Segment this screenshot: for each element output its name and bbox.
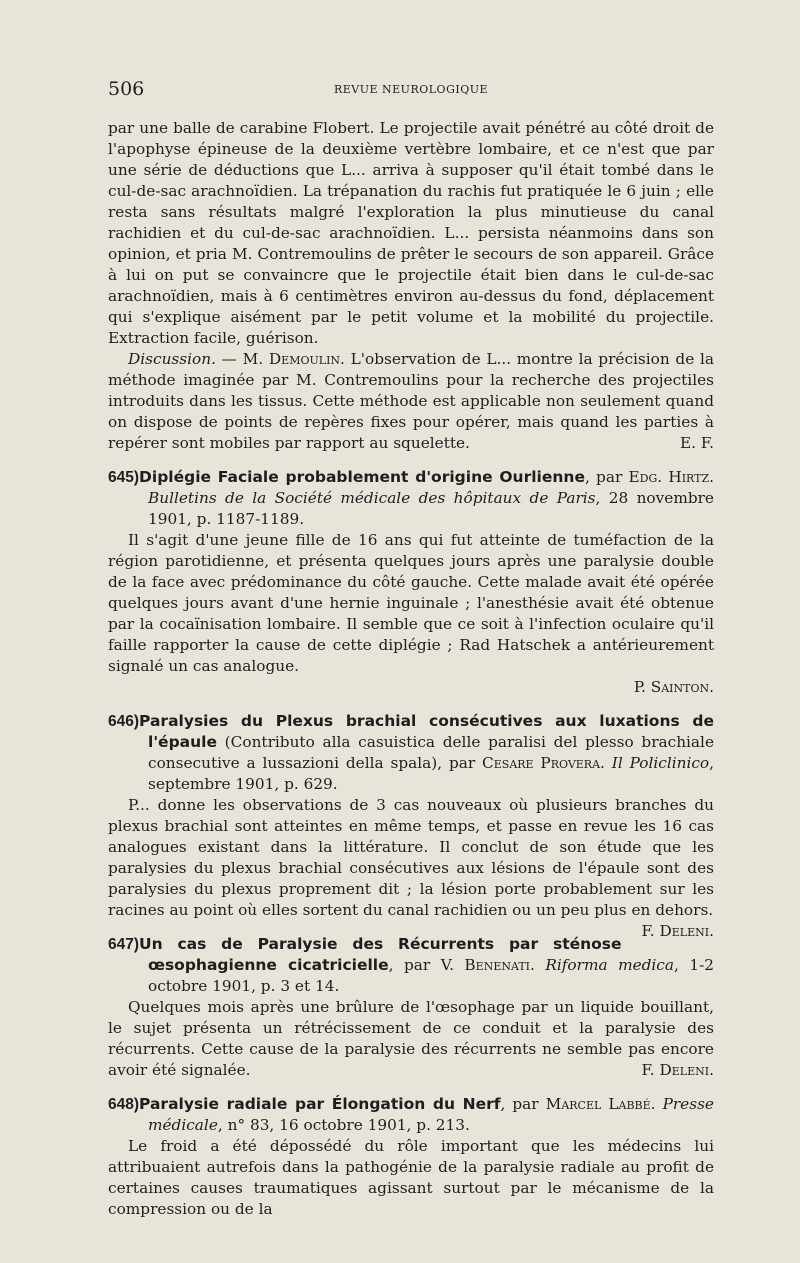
page-header [108, 78, 714, 102]
discussion-paragraph [108, 349, 714, 454]
signature [108, 677, 714, 698]
page-number: 506 [108, 78, 145, 100]
signature-initial: F. [641, 922, 660, 940]
abstract-number: 646) [108, 713, 140, 730]
abstract-author: Cesare Provera [482, 754, 601, 772]
signature-name: Sainton [650, 678, 710, 696]
abstract-text: Il s'agit d'une jeune fille de 16 ans qui fut atteinte de tuméfaction de la région parotidienne, et présenta quelques jours après une paralysie double de la face avec prédominance du côté gauche. Cette malade avait été opérée quelques jours avant d'une hernie inguinale ; l'anesthésie avait été obtenue par la cocaïnisation lombaire. Il semble que ce soit à l'infection oculaire qu'il faille rapporter la cause de cette diplégie ; Rad Hatschek a antérieurement signalé un cas analogue. [108, 531, 714, 675]
signature [622, 1060, 714, 1081]
abstract-author: Edg. Hirtz [628, 468, 710, 486]
abstract-text: Le froid a été dépossédé du rôle important que les médecins lui attribuaient autrefois dans la pathogénie de la paralysie radiale au profit de certaines causes traumatiques agissant surtout par le mécanisme de la compression ou de la [108, 1137, 714, 1218]
abstract-heading [108, 711, 714, 795]
abstract-heading [108, 934, 714, 997]
abstract-body: Quelques mois après une brûlure de l'œsophage par un liquide bouillant, le sujet présenta un rétrécissement de ce conduit et la paralysie des récurrents. Cette cause de la paralysie des récurrents ne semble pas encore avoir été signalée. [108, 998, 714, 1079]
abstract-source: Bulletins de la Société médicale des hôpitaux de Paris [148, 489, 596, 507]
signature-end: . [709, 922, 714, 940]
abstract-title: Diplégie Faciale probablement d'origine Ourlienne [139, 468, 585, 486]
abstract-source: Presse médicale [148, 1095, 714, 1134]
abstract-author: Marcel Labbé [545, 1095, 651, 1113]
abstract-ref: , septembre 1901, p. 629. [148, 754, 714, 793]
discussion-author: Demoulin [268, 350, 341, 368]
continued-paragraph: par une balle de carabine Flobert. Le projectile avait pénétré au côté droit de l'apophyse épineuse de la deuxième vertèbre lombaire, et ce n'est que par une série de déductions que L... arriva à supposer qu'il était tombé dans le cul-de-sac arachnoïdien. La trépanation du rachis fut pratiquée le 6 juin ; elle resta sans résultats malgré l'exploration la plus minutieuse du canal rachidien et du cul-de-sac arachnoïdien. L... persista néanmoins dans son opinion, et pria M. Contremoulins de prêter le secours de son appareil. Grâce à lui on put se convaincre que le projectile était bien dans le cul-de-sac arachnoïdien, mais à 6 centimètres environ au-dessus du fond, déplacement qui s'explique aisément par le petit volume et la mobilité du projectile. Extraction facile, guérison. [108, 119, 714, 347]
abstract-ref: , 28 novembre 1901, p. 1187-1189. [148, 489, 714, 528]
signature-end: . [709, 1061, 714, 1079]
abstract-by: , par [500, 1095, 546, 1113]
abstract-text [108, 997, 714, 1081]
abstract-ref: , 1-2 octobre 1901, p. 3 et 14. [148, 956, 714, 995]
abstract-sep: . [600, 754, 612, 772]
abstract-number: 647) [108, 936, 140, 953]
abstract-heading [108, 467, 714, 530]
abstract-author: Benenati [464, 956, 530, 974]
abstract-number: 645) [108, 469, 140, 486]
abstract-title: Paralysies du Plexus brachial consécutives aux luxations de l'épaule [139, 712, 714, 751]
abstract-title: Un cas de Paralysie des Récurrents par sténose œsophagienne cicatricielle [139, 935, 622, 974]
abstract-sep: . [530, 956, 546, 974]
abstract-sep: . [709, 468, 715, 486]
abstract-by: , par V. [388, 956, 465, 974]
discussion-dash: — M. [215, 350, 269, 368]
abstract-by: , par [584, 468, 629, 486]
running-title: REVUE NEUROLOGIQUE [333, 83, 489, 96]
signature-name: Deleni [659, 922, 710, 940]
signature-end: . [709, 678, 714, 696]
signature-initial: P. [633, 678, 651, 696]
abstract-ref: , n° 83, 16 octobre 1901, p. 213. [217, 1116, 470, 1134]
abstract-heading [108, 1094, 714, 1136]
signature-name: Deleni [659, 1061, 710, 1079]
signature-initial: F. [641, 1061, 660, 1079]
page-body [108, 118, 714, 1220]
discussion-label: Discussion. [128, 350, 216, 368]
abstract-source: Riforma medica [545, 956, 674, 974]
abstract-body: P... donne les observations de 3 cas nouveaux où plusieurs branches du plexus brachial sont atteintes en même temps, et passe en revue les 16 cas analogues existant dans la littérature. Il conclut de son étude que les paralysies du plexus brachial consécutives aux lésions de l'épaule sont des paralysies du plexus proprement dit ; la lésion porte probablement sur les racines au point où elles sortent du canal rachidien ou un peu plus en dehors. [108, 796, 714, 919]
abstract-subtitle: (Contributo alla casuistica delle paralisi del plesso brachiale consecutive a lussazioni della spala), par [148, 733, 714, 772]
abstract-source: Il Policlinico [611, 754, 710, 772]
signature [622, 921, 714, 942]
abstract-number: 648) [108, 1096, 140, 1113]
abstract-title: Paralysie radiale par Élongation du Nerf [139, 1095, 501, 1113]
abstract-sep: . [650, 1095, 663, 1113]
abstract-text [108, 795, 714, 940]
discussion-text: . L'observation de L... montre la précision de la méthode imaginée par M. Contremoulins pour la recherche des projectiles introduits dans les tissus. Cette méthode est applicable non seulement quand on dispose de points de repères fixes pour opérer, mais quand les parties à repérer sont mobiles par rapport au squelette. [108, 350, 714, 452]
signature: E. F. [680, 434, 714, 452]
